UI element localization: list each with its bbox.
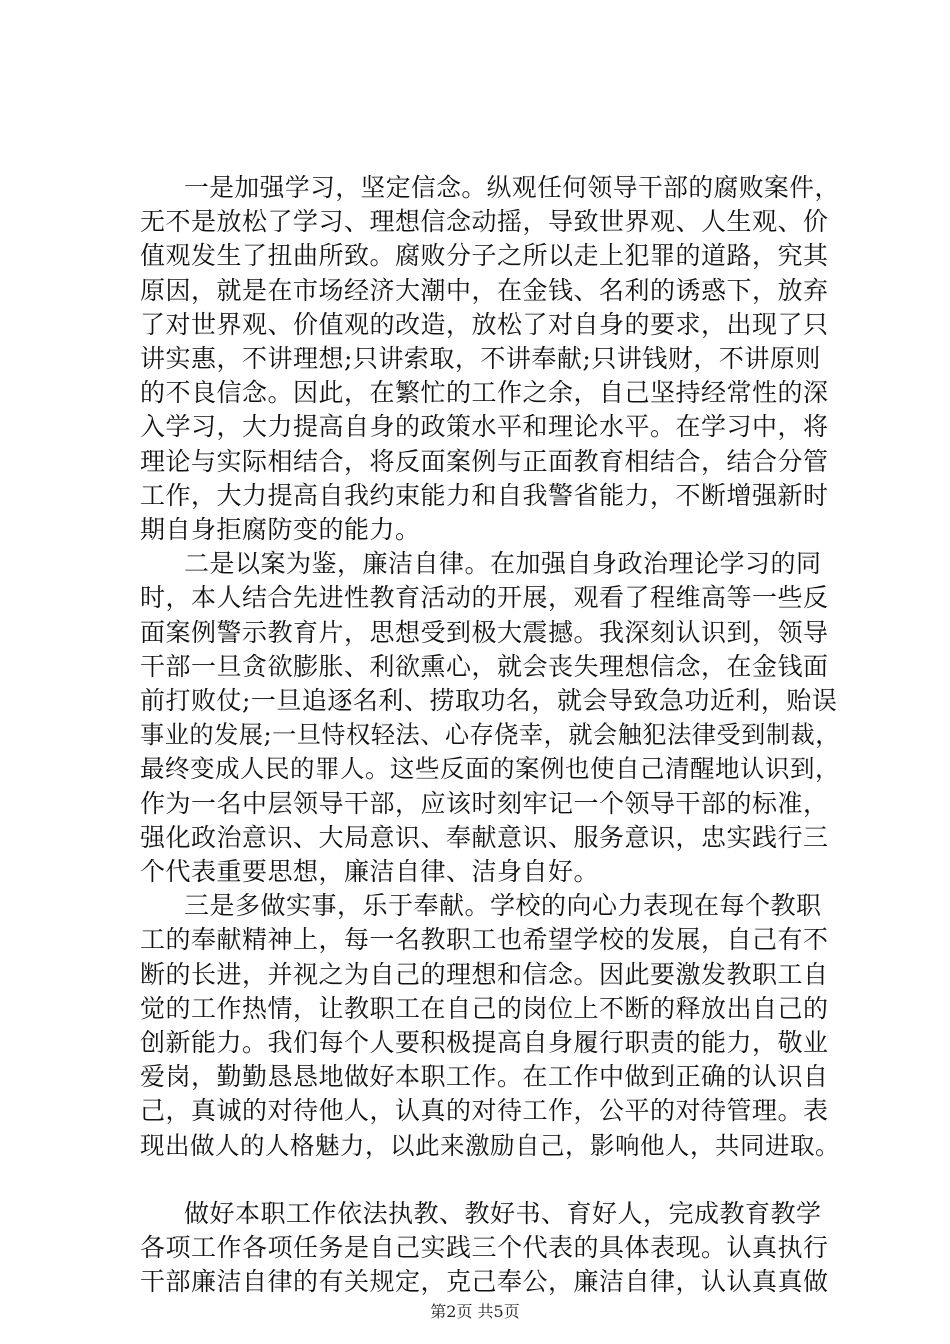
text-line: 工的奉献精神上，每一名教职工也希望学校的发展，自己有不 (140, 925, 829, 955)
text-line: 各项工作各项任务是自己实践三个代表的具体表现。认真执行 (140, 1233, 829, 1263)
text-line: 理论与实际相结合，将反面案例与正面教育相结合，结合分管 (140, 446, 829, 476)
text-line: 作为一名中层领导干部，应该时刻牢记一个领导干部的标准， (140, 788, 829, 818)
text-line: 入学习，大力提高自身的政策水平和理论水平。在学习中，将 (140, 412, 829, 442)
text-line: 原因，就是在市场经济大潮中，在金钱、名利的诱惑下，放弃 (140, 275, 829, 305)
paragraph-strengthen-study (140, 171, 840, 547)
text-line: 创新能力。我们每个人要积极提高自身履行职责的能力，敬业 (140, 1028, 829, 1058)
text-line: 个代表重要思想，廉洁自律、洁身自好。 (140, 857, 600, 887)
text-line: 三是多做实事，乐于奉献。学校的向心力表现在每个教职 (184, 891, 822, 921)
text-line: 前打败仗;一旦追逐名利、捞取功名，就会导致急功近利，贻误 (140, 686, 838, 716)
text-line: 断的长进，并视之为自己的理想和信念。因此要激发教职工自 (140, 959, 829, 989)
text-line: 己，真诚的对待他人，认真的对待工作，公平的对待管理。表 (140, 1096, 829, 1126)
paragraph-gap (140, 1163, 840, 1197)
paragraph-learn-from-cases (140, 547, 840, 889)
text-line: 干部一旦贪欲膨胀、利欲熏心，就会丧失理想信念，在金钱面 (140, 651, 829, 681)
text-line: 二是以案为鉴，廉洁自律。在加强自身政治理论学习的同 (184, 549, 822, 579)
text-line: 面案例警示教育片，思想受到极大震撼。我深刻认识到，领导 (140, 617, 829, 647)
paragraph-do-practical-work (140, 889, 840, 1163)
text-line: 强化政治意识、大局意识、奉献意识、服务意识，忠实践行三 (140, 822, 829, 852)
text-line: 觉的工作热情，让教职工在自己的岗位上不断的释放出自己的 (140, 993, 829, 1023)
text-line: 的不良信念。因此，在繁忙的工作之余，自己坚持经常性的深 (140, 378, 829, 408)
text-line: 爱岗，勤勤恳恳地做好本职工作。在工作中做到正确的认识自 (140, 1062, 829, 1092)
text-line: 事业的发展;一旦恃权轻法、心存侥幸，就会触犯法律受到制裁， (140, 721, 840, 750)
text-line: 无不是放松了学习、理想信念动摇，导致世界观、人生观、价 (140, 207, 829, 237)
text-line: 最终变成人民的罪人。这些反面的案例也使自己清醒地认识到， (140, 754, 840, 784)
text-line: 时，本人结合先进性教育活动的开展，观看了程维高等一些反 (140, 583, 829, 613)
text-line: 讲实惠，不讲理想;只讲索取，不讲奉献;只讲钱财，不讲原则 (140, 344, 821, 374)
document-body (140, 171, 840, 1300)
text-line: 期自身拒腐防变的能力。 (140, 515, 421, 545)
text-line: 值观发生了扭曲所致。腐败分子之所以走上犯罪的道路，究其 (140, 241, 829, 271)
text-line: 干部廉洁自律的有关规定，克己奉公，廉洁自律，认认真真做 (140, 1267, 829, 1297)
page-number-footer: 第2页 共5页 (430, 1302, 520, 1321)
paragraph-do-job-well (140, 1197, 840, 1300)
text-line: 现出做人的人格魅力，以此来激励自己，影响他人，共同进取。 (140, 1130, 840, 1160)
text-line: 工作，大力提高自我约束能力和自我警省能力，不断增强新时 (140, 480, 829, 510)
text-line: 了对世界观、价值观的改造，放松了对自身的要求，出现了只 (140, 309, 829, 339)
text-line: 一是加强学习，坚定信念。纵观任何领导干部的腐败案件， (184, 173, 840, 202)
text-line: 做好本职工作依法执教、教好书、育好人，完成教育教学 (184, 1198, 822, 1228)
